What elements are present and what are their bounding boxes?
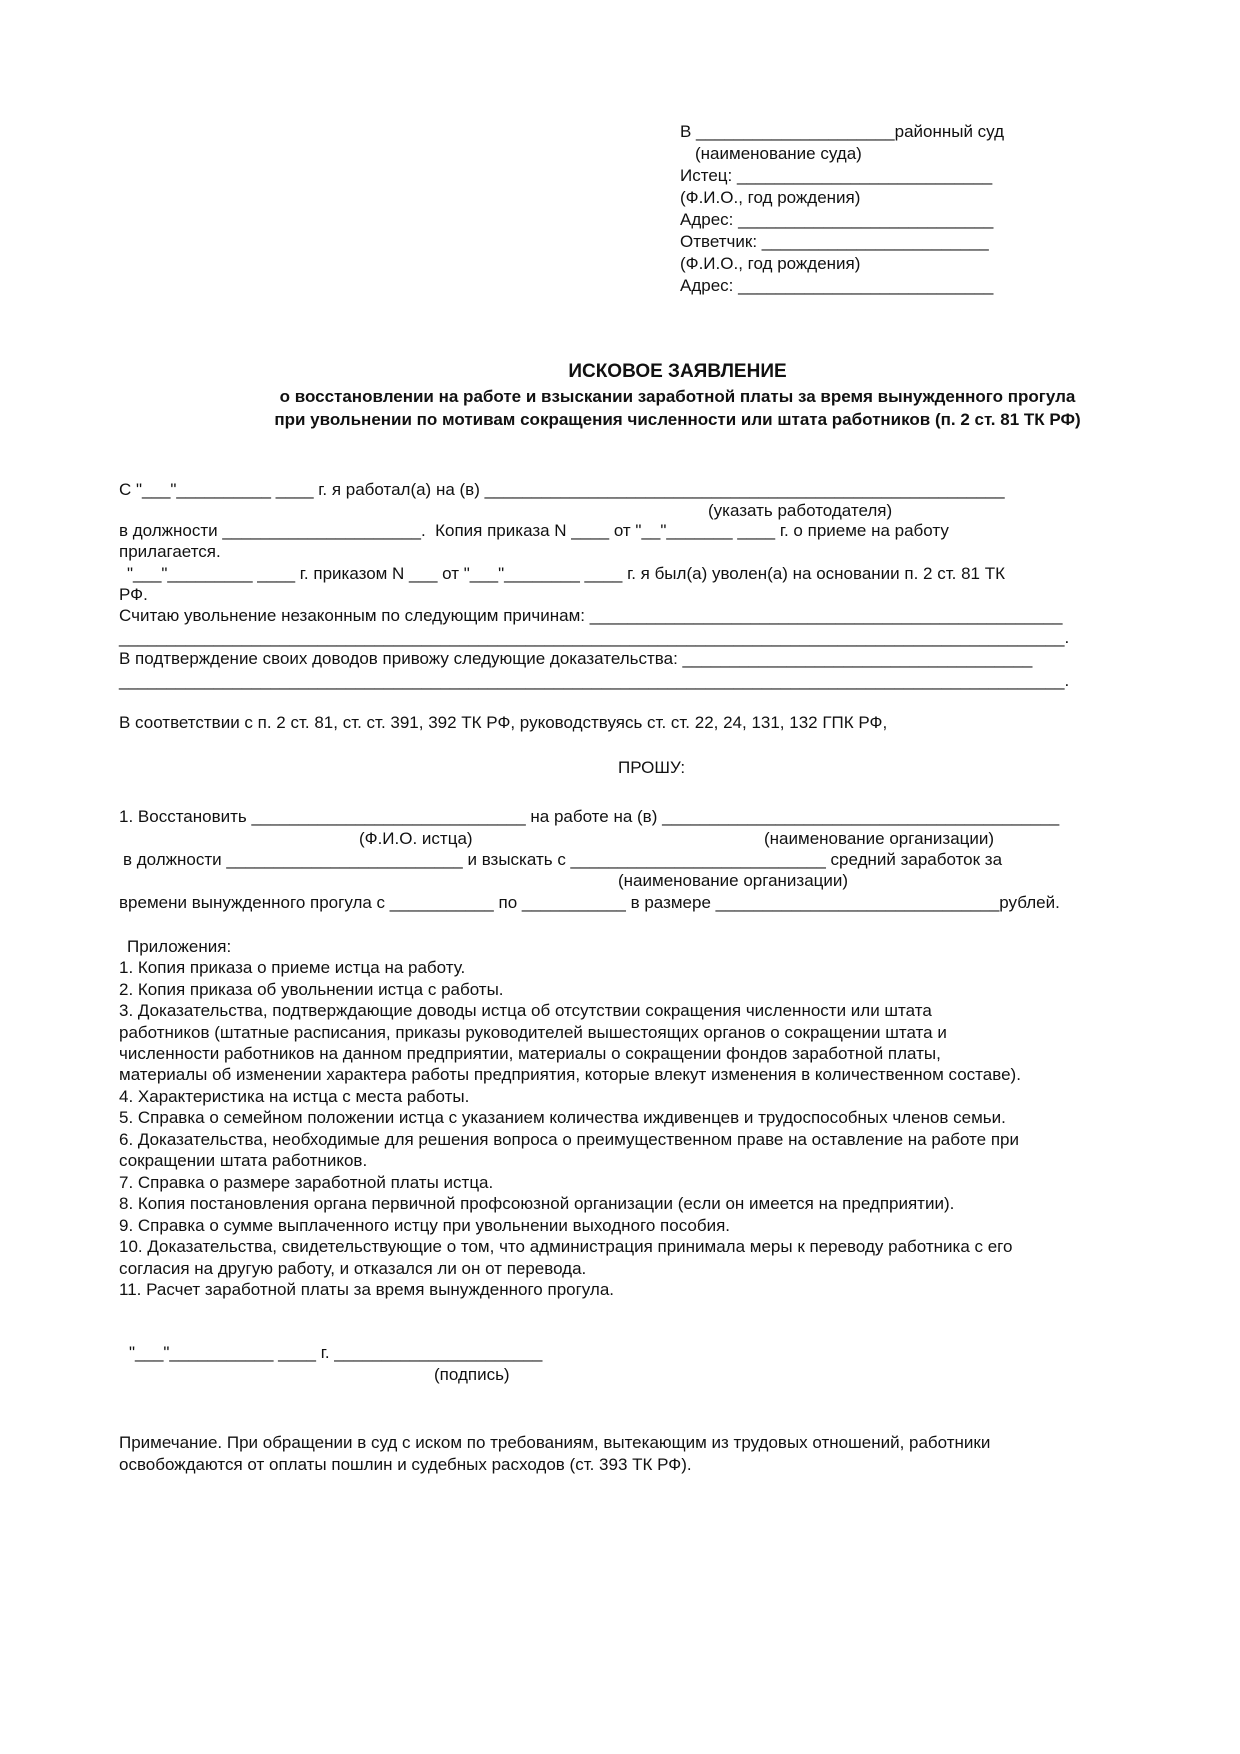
plaintiff-address: Адрес: ___________________________ <box>680 210 994 229</box>
employer-caption: (указать работодателя) <box>708 501 893 520</box>
appendix-item: сокращении штата работников. <box>119 1151 368 1170</box>
appendix-item: 6. Доказательства, необходимые для решения вопроса о преимущественном праве на оставление на работе при <box>119 1130 1019 1149</box>
appendix-item: работников (штатные расписания, приказы руководителей вышестоящих органов о сокращении штата и <box>119 1023 947 1042</box>
request-line-1: 1. Восстановить _____________________________ на работе на (в) __________________________________________ <box>119 807 1060 826</box>
request-line-2: в должности _________________________ и взыскать с ___________________________ средний заработок за <box>123 850 1003 869</box>
appendix-item: 8. Копия постановления органа первичной профсоюзной организации (если он имеется на предприятии). <box>119 1194 955 1213</box>
body-line-3: прилагается. <box>119 542 221 561</box>
body-line-8: В подтверждение своих доводов привожу следующие доказательства: _____________________________________ <box>119 649 1033 668</box>
body-line-1: С "___"__________ ____ г. я работал(а) на (в) _______________________________________________________ <box>119 480 1005 499</box>
appendix-item: согласия на другую работу, и отказался ли он от перевода. <box>119 1259 587 1278</box>
body-line-2: в должности _____________________. Копия приказа N ____ от "__"_______ ____ г. о приеме на работу <box>119 521 949 540</box>
appendix-item: численности работников на данном предприятии, материалы о сокращении фондов заработной платы, <box>119 1044 941 1063</box>
note-line-2: освобождаются от оплаты пошлин и судебных расходов (ст. 393 ТК РФ). <box>119 1455 692 1474</box>
document-subtitle-2: при увольнении по мотивам сокращения численности или штата работников (п. 2 ст. 81 ТК РФ) <box>274 410 1081 429</box>
document-subtitle-1: о восстановлении на работе и взыскании заработной платы за время вынужденного прогула <box>279 387 1076 406</box>
body-line-5: РФ. <box>119 585 148 604</box>
appendix-item: 2. Копия приказа об увольнении истца с работы. <box>119 980 504 999</box>
request-line-3: времени вынужденного прогула с ___________ по ___________ в размере ______________________________рублей. <box>119 893 1060 912</box>
request-heading: ПРОШУ: <box>618 758 686 777</box>
note-line-1: Примечание. При обращении в суд с иском по требованиям, вытекающим из трудовых отношений, работники <box>119 1433 991 1452</box>
body-line-6: Считаю увольнение незаконным по следующим причинам: __________________________________________________ <box>119 606 1063 625</box>
appendix-item: 4. Характеристика на истца с места работы. <box>119 1087 470 1106</box>
appendix-item: 9. Справка о сумме выплаченного истцу при увольнении выходного пособия. <box>119 1216 730 1235</box>
appendix-item: 11. Расчет заработной платы за время вынужденного прогула. <box>119 1280 615 1299</box>
body-line-9: ____________________________________________________________________________________________________. <box>119 671 1070 690</box>
body-line-7: ____________________________________________________________________________________________________. <box>119 628 1070 647</box>
document-title: ИСКОВОЕ ЗАЯВЛЕНИЕ <box>568 361 787 382</box>
body-line-4: "___"_________ ____ г. приказом N ___ от "___"________ ____ г. я был(а) уволен(а) на основании п. 2 ст. 81 ТК <box>127 564 1005 583</box>
appendix-item: 7. Справка о размере заработной платы истца. <box>119 1173 494 1192</box>
plaintiff-caption: (Ф.И.О., год рождения) <box>680 188 861 207</box>
organization-caption-2: (наименование организации) <box>618 871 849 890</box>
body-line-10: В соответствии с п. 2 ст. 81, ст. ст. 391, 392 ТК РФ, руководствуясь ст. ст. 22, 24, 131, 132 ГПК РФ, <box>119 713 888 732</box>
plaintiff-name-caption: (Ф.И.О. истца) <box>359 829 473 848</box>
organization-caption: (наименование организации) <box>764 829 995 848</box>
appendix-item: 1. Копия приказа о приеме истца на работу. <box>119 958 466 977</box>
plaintiff-line: Истец: ___________________________ <box>680 166 993 185</box>
appendix-item: материалы об изменении характера работы предприятия, которые влекут изменения в количественном составе). <box>119 1065 1021 1084</box>
defendant-line: Ответчик: ________________________ <box>680 232 989 251</box>
defendant-address: Адрес: ___________________________ <box>680 276 994 295</box>
appendix-item: 5. Справка о семейном положении истца с указанием количества иждивенцев и трудоспособных членов семьи. <box>119 1108 1006 1127</box>
signature-caption: (подпись) <box>434 1365 510 1384</box>
court-caption: (наименование суда) <box>695 144 862 163</box>
signature-line: "___"___________ ____ г. ______________________ <box>129 1343 543 1362</box>
appendix-item: 3. Доказательства, подтверждающие доводы истца об отсутствии сокращения численности или штата <box>119 1001 932 1020</box>
appendix-heading: Приложения: <box>127 937 232 956</box>
appendix-item: 10. Доказательства, свидетельствующие о том, что администрация принимала меры к переводу работника с его <box>119 1237 1013 1256</box>
court-line: В _____________________районный суд <box>680 122 1005 141</box>
defendant-caption: (Ф.И.О., год рождения) <box>680 254 861 273</box>
